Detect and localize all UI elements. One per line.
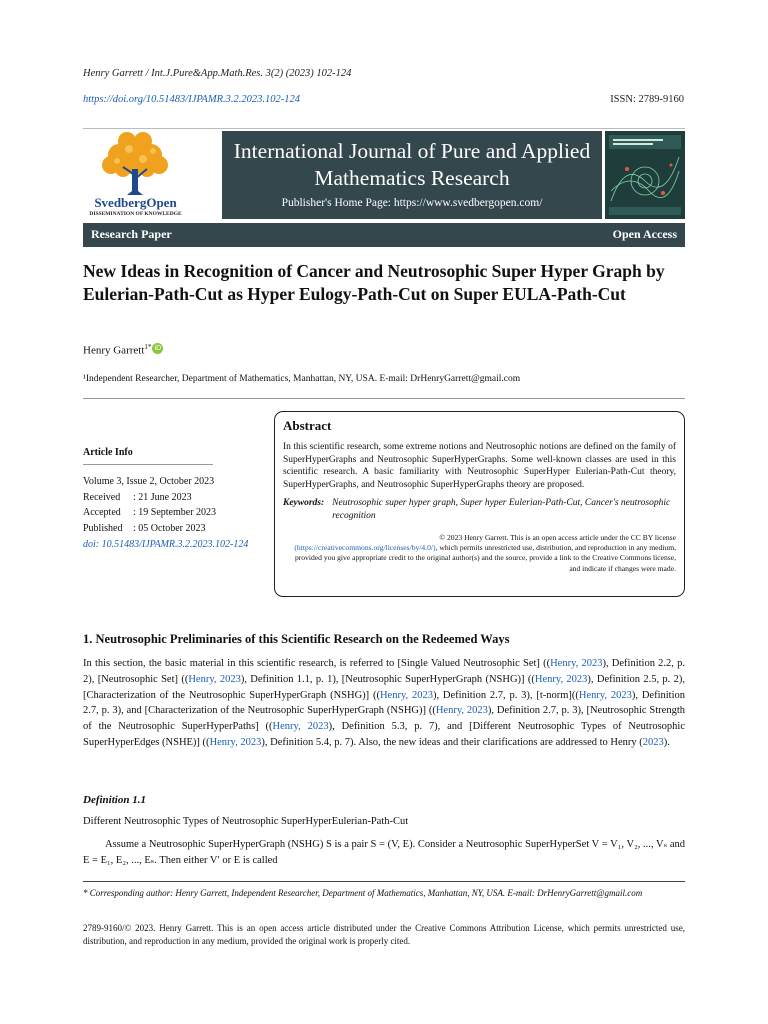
- author-line: [83, 343, 163, 357]
- text-run: ), Definition 5.3, p. 7), and [Different Neutrosophic Types of Neutrosophic SuperHyperEdges (NSHE)] ((: [83, 721, 685, 748]
- tree-icon: [83, 129, 188, 197]
- publisher-home-page[interactable]: Publisher's Home Page: https://www.svedbergopen.com/: [281, 197, 543, 209]
- masthead: [83, 128, 685, 220]
- text-run: ), Definition 2.2, p. 2), [Neutrosophic Set] ((: [83, 658, 685, 685]
- publisher-logo: [83, 129, 223, 221]
- citation-link[interactable]: Henry, 2023: [379, 689, 433, 701]
- issn: ISSN: 2789-9160: [610, 94, 684, 105]
- text-run: ), Definition 2.7, p. 3), [t-norm]((: [432, 689, 579, 701]
- accepted-label: Accepted: [83, 507, 121, 519]
- article-info-divider: [83, 464, 213, 465]
- corresponding-author-footnote: * Corresponding author: Henry Garrett, Independent Researcher, Department of Mathematics, Manhattan, NY, USA. E-mail: DrHenryGarrett@gmail.com: [83, 888, 643, 898]
- article-type-bar: [83, 223, 685, 247]
- access-type: Open Access: [612, 227, 677, 241]
- license-link[interactable]: (https://creativecommons.org/licenses/by/4.0/): [294, 542, 436, 552]
- article-doi-link[interactable]: doi: 10.51483/IJPAMR.3.2.2023.102-124: [83, 538, 249, 550]
- text-run: ), Definition 2.7, p. 3), [Neutrosophic Strength of the Neutrosophic SuperHyperPaths] ((: [83, 705, 685, 733]
- cover-art-icon: [605, 131, 685, 219]
- journal-banner: [222, 131, 602, 219]
- abstract-heading: Abstract: [283, 418, 332, 433]
- received-row: [83, 490, 248, 506]
- keywords: [283, 497, 676, 522]
- citation-link[interactable]: Henry, 2023: [550, 658, 603, 669]
- definition-text: Assume a Neutrosophic SuperHyperGraph (NSHG) S is a pair S = (V, E). Consider a Neutrosophic SuperHyperSet V = V₁, V₂, ..., Vₛ and E = E₁, E₂, ..., Eₛ. Then either V′ or E is called: [83, 839, 685, 866]
- citation-link[interactable]: Henry, 2023: [272, 721, 329, 733]
- accepted-value: : 19 September 2023: [133, 507, 217, 519]
- article-type: Research Paper: [91, 227, 172, 241]
- text-run: In this section, the basic material in this scientific research, is referred to [Single Valued Neutrosophic Set] ((: [83, 658, 551, 669]
- published-value: : 05 October 2023: [133, 523, 206, 535]
- journal-cover-image: [605, 131, 685, 219]
- footnote-divider: [83, 881, 685, 882]
- section-paragraph: [83, 656, 685, 751]
- article-info-heading: Article Info: [83, 447, 133, 458]
- citation-link[interactable]: Henry, 2023: [435, 705, 488, 717]
- citation-link[interactable]: 2023: [642, 736, 664, 748]
- citation-link[interactable]: Henry, 2023: [209, 736, 262, 748]
- definition-subtitle: Different Neutrosophic Types of Neutrosophic SuperHyperEulerian-Path-Cut: [83, 816, 409, 827]
- license-text: [283, 533, 676, 575]
- author-mark: 1*: [144, 343, 152, 351]
- license-pre: © 2023 Henry Garrett. This is an open access article under the CC BY license: [439, 532, 676, 542]
- volume-info: Volume 3, Issue 2, October 2023: [83, 476, 215, 487]
- definition-heading: Definition 1.1: [83, 794, 146, 806]
- received-value: : 21 June 2023: [133, 491, 192, 503]
- text-run: ), Definition 5.4, p. 7). Also, the new ideas and their clarifications are addressed to Henry (: [261, 736, 643, 748]
- citation-link[interactable]: Henry, 2023: [188, 673, 241, 685]
- doi-link[interactable]: https://doi.org/10.51483/IJPAMR.3.2.2023.102-124: [83, 94, 300, 105]
- abstract-text: In this scientific research, some extreme notions and Neutrosophic notions are defined on the family of SuperHyperGraphs and Neutrosophic SuperHyperGraphs. Some well-known classes are used in this scientific research. A basic familiarity with Neutrosophic SuperHyper Eulerian-Path-Cut theory, SuperHyperGraphs, and Neutrosophic SuperHyperGraphs theory are proposed.: [283, 442, 676, 490]
- text-run: ), Definition 2.5, p. 2), [Characterization of the Neutrosophic SuperHyperGraph (NSHG)] ((: [83, 673, 685, 701]
- divider: [83, 398, 685, 399]
- paper-title: New Ideas in Recognition of Cancer and Neutrosophic Super Hyper Graph by Eulerian-Path-Cut as Hyper Eulogy-Path-Cut on Super EULA-Path-Cut: [83, 261, 665, 304]
- text-run: ), Definition 2.7, p. 3), and [Characterization of the Neutrosophic SuperHyperGraph (NSHG)] ((: [83, 689, 685, 717]
- orcid-icon[interactable]: iD: [152, 343, 163, 354]
- license-post: , which permits unrestricted use, distribution, and reproduction in any medium, provided you give appropriate credit to the original author(s) and the source, provide a link to the Creative Commons license, and indicate if changes were made.: [294, 542, 676, 573]
- journal-title: International Journal of Pure and Applied Mathematics Research: [233, 139, 591, 190]
- keywords-label: Keywords:: [283, 498, 325, 509]
- keywords-text: Neutrosophic super hyper graph, Super hyper Eulerian-Path-Cut, Cancer's neutrosophic recognition: [332, 498, 671, 521]
- article-info: [83, 474, 248, 553]
- text-run: ), Definition 1.1, p. 1), [Neutrosophic SuperHyperGraph (NSHG)] ((: [240, 673, 535, 685]
- accepted-row: [83, 505, 248, 521]
- published-label: Published: [83, 523, 123, 535]
- author-name: Henry Garrett: [83, 344, 145, 357]
- affiliation: ¹Independent Researcher, Department of Mathematics, Manhattan, NY, USA. E-mail: DrHenryGarrett@gmail.com: [83, 374, 521, 384]
- publisher-tagline: DISSEMINATION OF KNOWLEDGE: [89, 211, 182, 217]
- citation-link[interactable]: Henry, 2023: [534, 673, 588, 685]
- section-heading: 1. Neutrosophic Preliminaries of this Scientific Research on the Redeemed Ways: [83, 632, 510, 646]
- published-row: [83, 521, 248, 537]
- abstract-box: [274, 411, 685, 597]
- copyright-notice: 2789-9160/© 2023. Henry Garrett. This is an open access article distributed under the Creative Commons Attribution License, which permits unrestricted use, distribution, and reproduction in any medium, provided the original work is properly cited.: [83, 923, 685, 946]
- running-head: Henry Garrett / Int.J.Pure&App.Math.Res. 3(2) (2023) 102-124: [83, 68, 352, 79]
- citation-link[interactable]: Henry, 2023: [578, 689, 632, 701]
- text-run: ).: [663, 736, 670, 748]
- received-label: Received: [83, 491, 121, 503]
- publisher-name: SvedbergOpen: [94, 195, 177, 210]
